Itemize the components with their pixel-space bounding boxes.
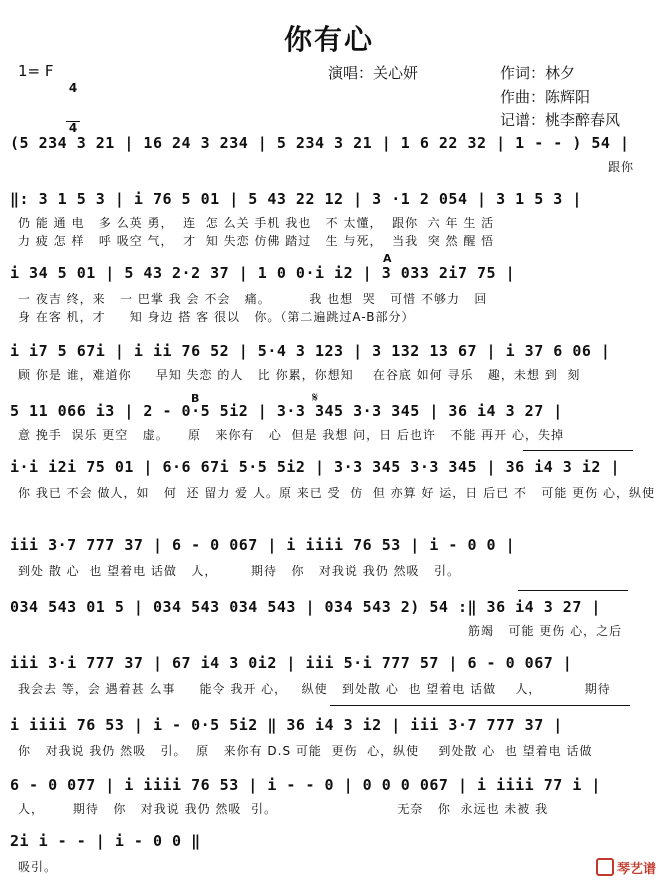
lyric-line: 到处 散 心 也 望着电 话做 人， 期待 你 对我说 我仍 然吸 引。 xyxy=(18,564,460,578)
logo-icon xyxy=(596,858,614,876)
marker-b: B xyxy=(191,392,200,405)
notation-line: ‖: 3 1 5 3 | i 76 5 01 | 5 43 22 12 | 3 ·1 2 054 | 3 1 5 3 | xyxy=(10,190,582,208)
lyric-line: 你 对我说 我仍 然吸 引。 原 来你有 D.S 可能 更伤 心，纵使 到处散 心 也 望着电 话做 xyxy=(18,744,593,758)
lyricist-credit: 作词：林夕 xyxy=(500,64,576,82)
lyric-line: 人， 期待 你 对我说 我仍 然吸 引。 无奈 你 永远也 未被 我 xyxy=(18,802,549,816)
key-signature: 1= F xyxy=(18,62,54,80)
lyric-line: 意 挽手 误乐 更空 虚。 原 来你有 心 但是 我想 问，日 后也许 不能 再开 心，失掉 xyxy=(18,428,564,442)
transcriber-credit: 记谱：桃李醉春风 xyxy=(500,111,621,129)
notation-line: 2i i - - | i - 0 0 ‖ xyxy=(10,832,201,850)
notation-line: iii 3·i 777 37 | 67 i4 3 0i2 | iii 5·i 777 57 | 6 - 0 067 | xyxy=(10,654,573,672)
lyric-line: 吸引。 xyxy=(18,860,58,874)
notation-line: 034 543 01 5 | 034 543 034 543 | 034 543 2) 54 :‖ 36 i4 3 27 | xyxy=(10,598,601,616)
lyric-line: 我会去 等，会 遇着甚 么事 能令 我开 心， 纵使 到处散 心 也 望着电 话做 人， 期待 xyxy=(18,682,611,696)
segno-sign: 𝄋 xyxy=(312,390,319,406)
notation-line: i iiii 76 53 | i - 0·5 5i2 ‖ 36 i4 3 i2 | iii 3·7 777 37 | xyxy=(10,716,563,734)
volta-bracket-2 xyxy=(518,590,628,591)
lyric-line: 力 疲 怎 样 呼 吸空 气， 才 知 失恋 仿佛 踏过 生 与死， 当我 突 然 醒 悟 xyxy=(18,234,495,248)
notation-line: i·i i2i 75 01 | 6·6 67i 5·5 5i2 | 3·3 345 3·3 345 | 36 i4 3 i2 | xyxy=(10,458,620,476)
lyric-line: 仍 能 通 电 多 么英 勇， 连 怎 么关 手机 我也 不 太懂， 跟你 六 年 生 活 xyxy=(18,216,495,230)
site-watermark xyxy=(596,858,656,877)
singer-credit: 演唱：关心妍 xyxy=(328,64,419,82)
lyric-line: 筋竭 可能 更伤 心，之后 xyxy=(468,624,623,638)
lyric-line: 一 夜吉 终，来 一 巴掌 我 会 不会 痛。 我 也想 哭 可惜 不够力 回 xyxy=(18,292,488,306)
lyric-line: 身 在客 机，才 知 身边 搭 客 很以 你。（第二遍跳过A-B部分） xyxy=(18,310,415,324)
composer-credit: 作曲：陈辉阳 xyxy=(500,88,591,106)
notation-line: iii 3·7 777 37 | 6 - 0 067 | i iiii 76 53 | i - 0 0 | xyxy=(10,536,516,554)
notation-line: i i7 5 67i | i ii 76 52 | 5·4 3 123 | 3 132 13 67 | i 37 6 06 | xyxy=(10,342,611,360)
lyric-line: 你 我已 不会 做人，如 何 还 留力 爱 人。原 来已 受 仿 但 亦算 好 运，日 后已 不 可能 更伤 心，纵使 xyxy=(18,486,655,500)
song-title: 你有心 xyxy=(283,23,374,56)
meter-bottom: 4 xyxy=(66,121,80,135)
watermark-text: 琴艺谱 xyxy=(617,862,657,877)
marker-a: A xyxy=(383,252,392,265)
volta-bracket-1 xyxy=(523,450,633,451)
notation-line: 6 - 0 077 | i iiii 76 53 | i - - 0 | 0 0 0 067 | i iiii 77 i | xyxy=(10,776,601,794)
lyric-line: 顾 你是 谁，难道你 早知 失恋 的人 比 你累，你想知 在谷底 如何 寻乐 趣，未想 到 刻 xyxy=(18,368,581,382)
meter-top: 4 xyxy=(68,81,78,95)
notation-line: (5 234 3 21 | 16 24 3 234 | 5 234 3 21 | 1 6 22 32 | 1 - - ) 54 | xyxy=(10,134,630,152)
notation-line: i 34 5 01 | 5 43 2·2 37 | 1 0 0·i i2 | 3 033 2i7 75 | xyxy=(10,264,516,282)
lyric-line: 跟你 xyxy=(608,160,635,174)
notation-line: 5 11 066 i3 | 2 - 0·5 5i2 | 3·3 345 3·3 345 | 36 i4 3 27 | xyxy=(10,402,563,420)
volta-bracket-3 xyxy=(330,705,630,706)
